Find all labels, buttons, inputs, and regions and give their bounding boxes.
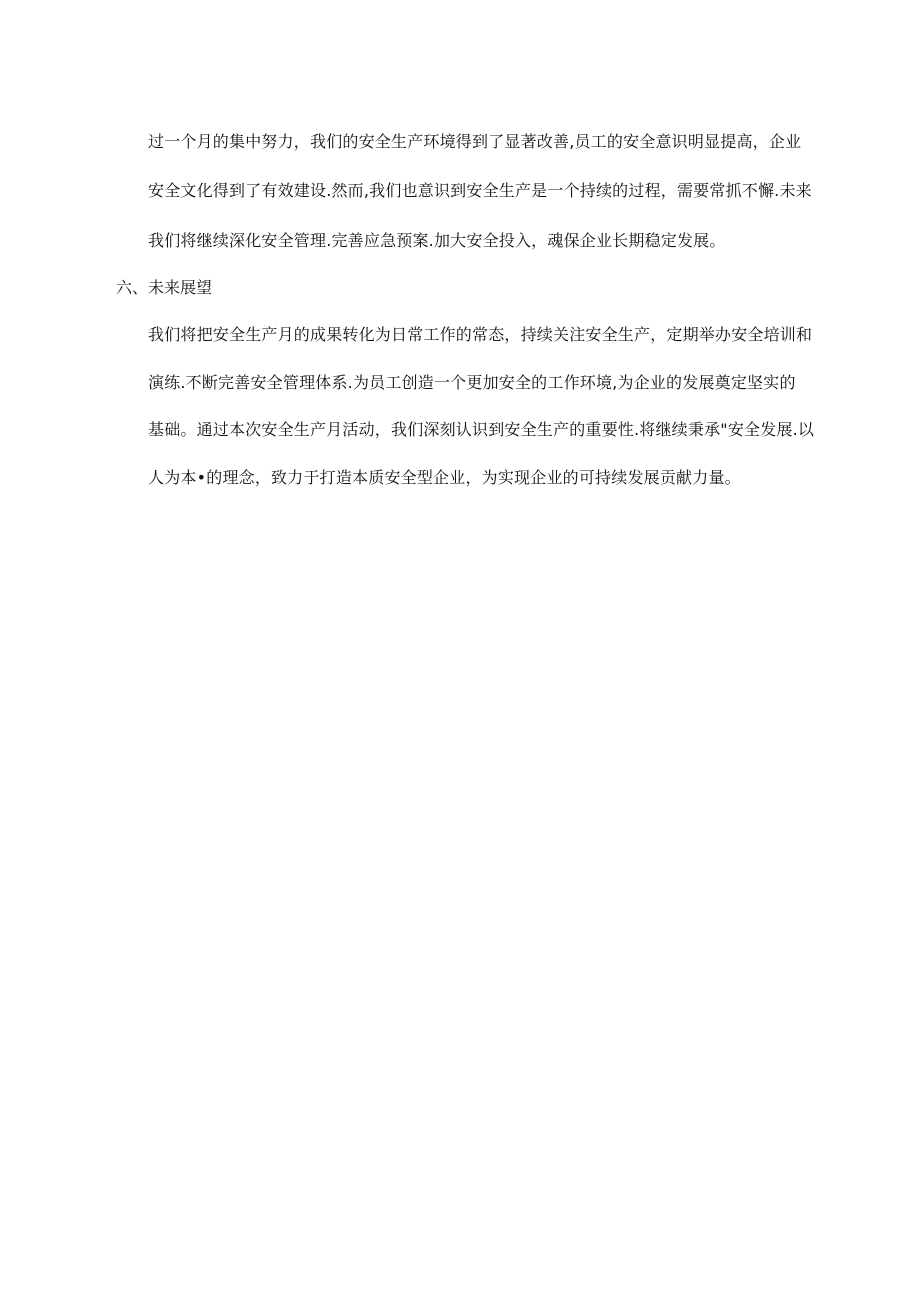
- outlook-paragraph-line: 我们将把安全生产月的成果转化为日常工作的常态，持续关注安全生产，定期举办安全培训和: [148, 325, 813, 344]
- outlook-paragraph-line: 基础。通过本次安全生产月活动，我们深刻认识到安全生产的重要性.将继续秉承"安全发展.以: [148, 420, 815, 439]
- summary-paragraph-line: 安全文化得到了有效建设.然而,我们也意识到安全生产是一个持续的过程，需要常抓不懈.未来: [148, 181, 812, 200]
- outlook-paragraph-line: 演练.不断完善安全管理体系.为员工创造一个更加安全的工作环境,为企业的发展奠定坚实的: [148, 373, 796, 392]
- outlook-paragraph-line: 人为本•的理念，致力于打造本质安全型企业，为实现企业的可持续发展贡献力量。: [148, 468, 741, 487]
- summary-paragraph-line: 我们将继续深化安全管理.完善应急预案.加大安全投入，魂保企业长期稳定发展。: [148, 231, 726, 250]
- section-heading-future-outlook: 六、未来展望: [116, 278, 213, 297]
- summary-paragraph-line: 过一个月的集中努力，我们的安全生产环境得到了显著改善,员工的安全意识明显提高，企业: [148, 132, 802, 151]
